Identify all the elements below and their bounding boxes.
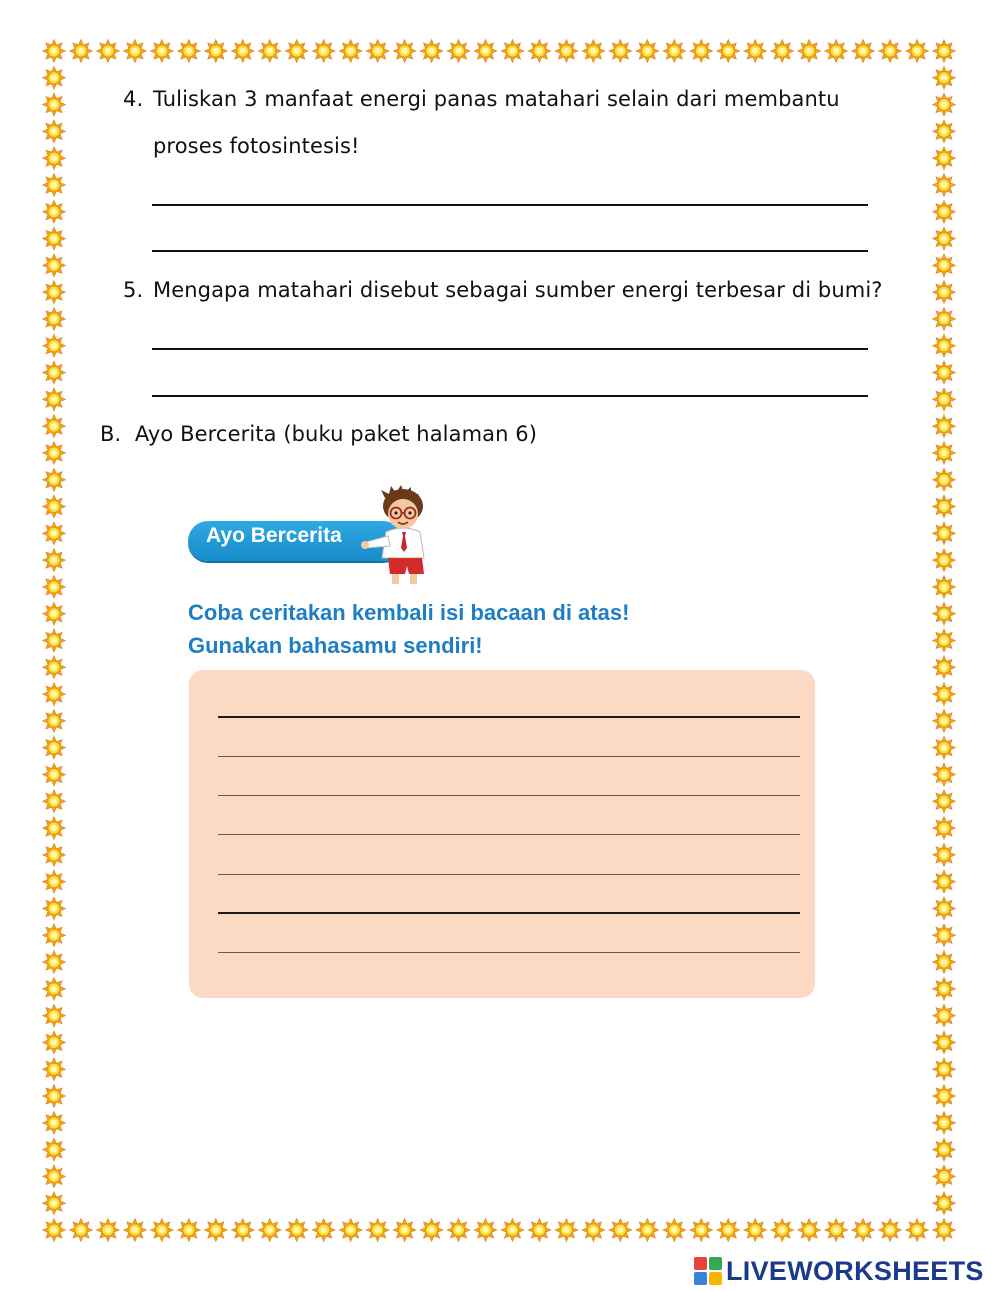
sun-icon [43,951,66,974]
sun-icon [43,629,66,652]
student-character-illustration [358,484,440,586]
sun-icon [933,763,956,786]
sun-icon [43,1192,66,1215]
liveworksheets-logo [694,1256,984,1286]
sun-icon [43,924,66,947]
sun-icon [393,40,416,63]
sun-icon [690,1219,713,1242]
sun-icon [43,334,66,357]
sun-icon [528,1219,551,1242]
sun-icon [474,40,497,63]
writing-input[interactable] [218,735,800,757]
sun-icon [69,40,92,63]
sun-icon [555,1219,578,1242]
liveworksheets-wordmark: LIVEWORKSHEETS [726,1255,984,1286]
sun-icon [43,254,66,277]
writing-input[interactable] [218,813,800,835]
sun-icon [933,334,956,357]
sun-icon [933,1111,956,1134]
question-number: 5. [123,278,144,302]
sun-icon [96,40,119,63]
sun-icon [43,602,66,625]
sun-icon [204,40,227,63]
sun-icon [933,1192,956,1215]
sun-icon [825,1219,848,1242]
sun-icon [43,817,66,840]
writing-input[interactable] [218,696,800,718]
sun-icon [420,40,443,63]
sun-icon [906,40,929,63]
sun-icon [933,977,956,1000]
sun-icon [43,1058,66,1081]
sun-icon [933,1219,956,1242]
sun-icon [177,1219,200,1242]
sun-icon [933,709,956,732]
sun-icon [123,40,146,63]
sun-icon [312,40,335,63]
sun-icon [69,1219,92,1242]
sun-icon [933,897,956,920]
writing-line[interactable] [218,735,800,757]
sun-icon [177,40,200,63]
sun-icon [43,1111,66,1134]
sun-icon [43,200,66,223]
sun-icon [501,40,524,63]
answer-input[interactable] [152,182,876,204]
instruction-line-2: Gunakan bahasamu sendiri! [188,633,483,658]
sun-icon [43,227,66,250]
sun-icon [366,40,389,63]
sun-icon [528,40,551,63]
sun-icon [663,40,686,63]
sun-icon [393,1219,416,1242]
sun-icon [933,361,956,384]
sun-icon [933,441,956,464]
sun-icon [933,629,956,652]
answer-line[interactable] [152,326,868,350]
sun-icon [474,1219,497,1242]
sun-icon [312,1219,335,1242]
sun-icon [933,1138,956,1161]
sun-icon [933,307,956,330]
sun-icon [933,227,956,250]
sun-icon [43,977,66,1000]
sun-icon [501,1219,524,1242]
question-number: 4. [123,87,144,111]
instruction-line-1: Coba ceritakan kembali isi bacaan di atas! [188,600,630,625]
sun-icon [43,495,66,518]
sun-icon [933,924,956,947]
sun-icon [43,763,66,786]
sun-icon [933,468,956,491]
sun-icon [43,173,66,196]
sun-icon [879,40,902,63]
sun-icon [339,40,362,63]
sun-icon [933,1031,956,1054]
sun-icon [43,1219,66,1242]
sun-icon [582,40,605,63]
sun-icon [933,1165,956,1188]
sun-icon [43,1085,66,1108]
sun-icon [933,870,956,893]
sun-icon [933,843,956,866]
sun-icon [43,736,66,759]
writing-line[interactable] [218,774,800,796]
sun-icon [744,1219,767,1242]
sun-icon [339,1219,362,1242]
writing-line[interactable] [218,696,800,718]
sun-icon [43,1138,66,1161]
sun-icon [204,1219,227,1242]
sun-icon [258,40,281,63]
sun-icon [663,1219,686,1242]
sun-icon [43,870,66,893]
sun-icon [258,1219,281,1242]
sun-icon [43,897,66,920]
sun-icon [43,843,66,866]
sun-icon [420,1219,443,1242]
sun-icon [636,40,659,63]
sun-icon [825,40,848,63]
sun-icon [123,1219,146,1242]
sun-icon [933,495,956,518]
question-text: Mengapa matahari disebut sebagai sumber energi terbesar di bumi? [153,278,883,302]
sun-icon [43,522,66,545]
sun-icon [933,1058,956,1081]
sun-icon [906,1219,929,1242]
sun-icon [150,40,173,63]
sun-icon [609,40,632,63]
sun-icon [933,200,956,223]
writing-line[interactable] [218,853,800,875]
writing-input[interactable] [218,774,800,796]
sun-icon [636,1219,659,1242]
sun-icon [933,173,956,196]
sun-icon [285,40,308,63]
sun-icon [447,1219,470,1242]
writing-input[interactable] [218,931,800,953]
question-4 [0,87,1000,167]
section-b-heading: B. Ayo Bercerita (buku paket halaman 6) [100,422,538,446]
answer-line[interactable] [152,373,868,397]
sun-icon [933,254,956,277]
sun-icon [231,1219,254,1242]
sun-icon [771,1219,794,1242]
sun-icon [43,361,66,384]
liveworksheets-badge-icon [694,1257,722,1285]
writing-line[interactable] [218,892,800,914]
sun-icon [933,1085,956,1108]
answer-line[interactable] [152,182,868,206]
sun-icon [582,1219,605,1242]
answer-input[interactable] [152,228,876,250]
question-5 [0,278,1000,308]
sun-icon [43,709,66,732]
sun-icon [933,1004,956,1027]
sun-icon [933,40,956,63]
writing-input[interactable] [218,892,800,914]
question-text: Tuliskan 3 manfaat energi panas matahari selain dari membantu [153,87,840,111]
sun-icon [366,1219,389,1242]
sun-icon [43,790,66,813]
sun-icon [555,40,578,63]
writing-line[interactable] [218,813,800,835]
sun-icon [43,307,66,330]
sun-icon [717,1219,740,1242]
question-text-continued: proses fotosintesis! [153,134,360,158]
sun-icon [933,575,956,598]
sun-icon [43,549,66,572]
sun-icon [933,522,956,545]
sun-icon [609,1219,632,1242]
answer-input[interactable] [152,373,876,395]
sun-icon [43,468,66,491]
sun-icon [43,1004,66,1027]
answer-line[interactable] [152,228,868,252]
sun-icon [933,736,956,759]
sun-icon [285,1219,308,1242]
sun-icon [43,66,66,89]
sun-icon [231,40,254,63]
sun-icon [43,1031,66,1054]
sun-icon [690,40,713,63]
ayo-bercerita-label: Ayo Bercerita [206,524,342,547]
writing-line[interactable] [218,931,800,953]
sun-icon [717,40,740,63]
sun-icon [43,1165,66,1188]
sun-icon [933,790,956,813]
sun-icon [43,575,66,598]
sun-icon [933,66,956,89]
sun-icon [933,683,956,706]
answer-input[interactable] [152,326,876,348]
sun-icon [798,1219,821,1242]
writing-input[interactable] [218,853,800,875]
sun-icon [933,549,956,572]
sun-icon [447,40,470,63]
sun-icon [933,602,956,625]
sun-icon [96,1219,119,1242]
sun-icon [798,40,821,63]
sun-icon [933,388,956,411]
sun-icon [43,683,66,706]
sun-icon [852,1219,875,1242]
sun-icon [43,441,66,464]
sun-icon [933,817,956,840]
sun-icon [771,40,794,63]
sun-icon [150,1219,173,1242]
sun-icon [933,656,956,679]
sun-icon [933,415,956,438]
sun-icon [43,388,66,411]
sun-icon [43,40,66,63]
sun-icon [43,656,66,679]
sun-icon [933,951,956,974]
sun-icon [43,415,66,438]
sun-icon [744,40,767,63]
sun-icon [852,40,875,63]
sun-icon [879,1219,902,1242]
